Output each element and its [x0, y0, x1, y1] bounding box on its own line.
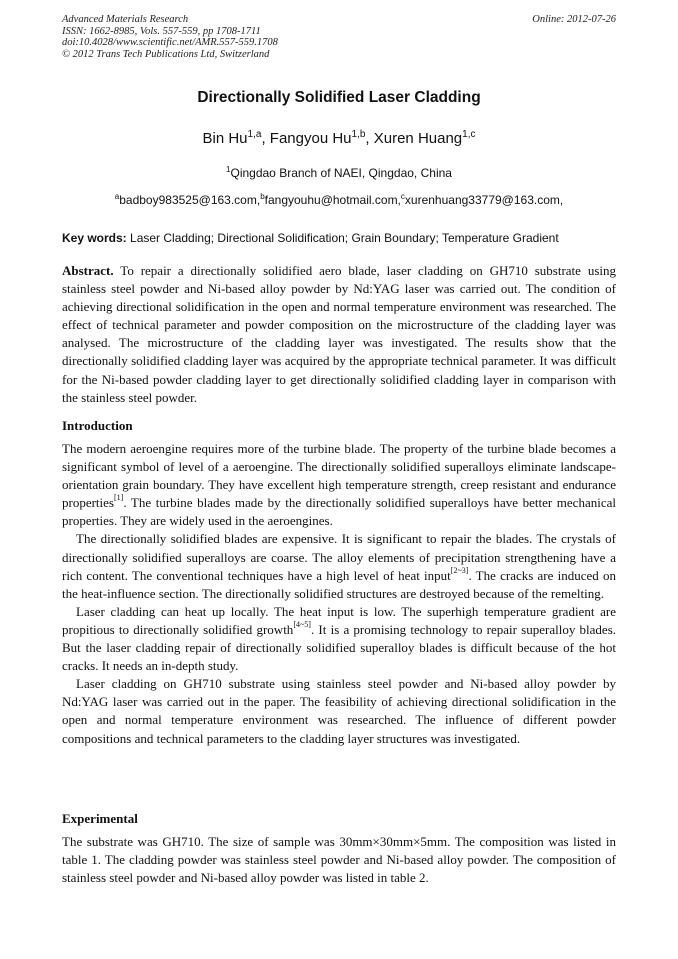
- abstract: [62, 262, 616, 407]
- email-list: [0, 193, 678, 207]
- author-name: Bin Hu: [202, 130, 248, 147]
- email-sup: a: [114, 192, 120, 201]
- paragraph: The modern aeroengine requires more of the turbine blade. The property of the turbine blade becomes a significant symbol of level of a aeroengine. The directionally solidified superalloys eliminate landscape-orientation grain boundary. They have excellent high temperature strength, creep resistant and endurance properties[1]. The turbine blades made by the directionally solidified superalloys have better mechanical properties. They are widely used in the aeroengines.: [62, 441, 616, 529]
- introduction-body: [62, 440, 616, 748]
- keywords-text: Laser Cladding; Directional Solidification; Grain Boundary; Temperature Gradient: [126, 231, 559, 245]
- journal-name: Advanced Materials Research: [62, 14, 189, 25]
- author-affil-sup: 1,a: [247, 129, 262, 140]
- email-address[interactable]: fangyouhu@hotmail.com,: [264, 193, 401, 207]
- copyright-line: © 2012 Trans Tech Publications Ltd, Switzerland: [62, 48, 270, 60]
- online-date: Online: 2012-07-26: [532, 14, 616, 25]
- abstract-text: To repair a directionally solidified aero blade, laser cladding on GH710 substrate using stainless steel powder and Ni-based alloy powder by Nd:YAG laser was carried out. The condition of achieving directional solidification in the open and normal temperature environment was researched. The effect of technical parameter and powder composition on the microstructure of the cladding layer was analysed. The microstructure of the cladding layer was investigated. The results show that the directionally solidified cladding layer was acquired by the appropriate technical parameter. It was difficult for the Ni-based powder cladding layer to get directionally solidified cladding layer in comparison with the stainless steel powder.: [62, 263, 616, 405]
- email-sup: b: [260, 192, 265, 201]
- citation-ref[interactable]: [4~5]: [293, 619, 311, 629]
- citation-ref[interactable]: [2~3]: [450, 565, 469, 575]
- issn-line: ISSN: 1662-8985, Vols. 557-559, pp 1708-1711: [62, 25, 261, 37]
- author-affil-sup: 1,c: [462, 129, 476, 140]
- keywords: [62, 231, 622, 245]
- abstract-label: Abstract.: [62, 263, 114, 278]
- author-name: Fangyou Hu: [269, 130, 352, 147]
- experimental-body: [62, 833, 616, 887]
- email-address[interactable]: xurenhuang33779@163.com,: [404, 193, 564, 207]
- paragraph: The substrate was GH710. The size of sample was 30mm×30mm×5mm. The composition was listed in table 1. The cladding powder was stainless steel powder and Ni-based alloy powder. The composition of stainless steel powder and Ni-based alloy powder was listed in table 2.: [62, 834, 616, 886]
- email-address[interactable]: badboy983525@163.com,: [119, 193, 261, 207]
- affiliation: [0, 166, 678, 180]
- paragraph: The directionally solidified blades are expensive. It is significant to repair the blades. The crystals of directionally solidified superalloys are coarse. The alloy elements of precipitation strengthening have a rich content. The conventional techniques have a high level of heat input[2~3]. The cracks are induced on the heat-influence section. The directionally solidified structures are destroyed because of the remelting.: [62, 531, 616, 601]
- section-heading-experimental: Experimental: [62, 811, 138, 826]
- citation-ref[interactable]: [1]: [113, 493, 124, 503]
- paragraph: Laser cladding on GH710 substrate using stainless steel powder and Ni-based alloy powder by Nd:YAG laser was carried out in the paper. The feasibility of achieving directional solidification in the open and normal temperature environment was researched. The influence of different powder compositions and technical parameters to the cladding layer structures was investigated.: [62, 676, 616, 746]
- section-heading-introduction: Introduction: [62, 418, 133, 433]
- author-affil-sup: 1,b: [351, 129, 366, 140]
- doi-line: doi:10.4028/www.scientific.net/AMR.557-559.1708: [62, 37, 278, 48]
- author-name: Xuren Huang: [373, 130, 463, 147]
- author-list: Bin Hu$^{1,a}$, Fangyou Hu$^{1,b}$, Xuren Huang$^{1,c}$: [202, 129, 476, 147]
- paper-title: Directionally Solidified Laser Cladding: [197, 89, 481, 106]
- paragraph: Laser cladding can heat up locally. The heat input is low. The superhigh temperature gradient are propitious to directionally solidified growth[4~5]. It is a promising technology to repair superalloy blades. But the laser cladding repair of directionally solidified superalloy blades is difficult because of the hot cracks. It needs an in-depth study.: [62, 603, 617, 674]
- email-sup: c: [400, 192, 405, 201]
- affiliation-text: Qingdao Branch of NAEI, Qingdao, China: [230, 166, 452, 180]
- affiliation-sup: 1: [226, 165, 231, 174]
- keywords-label: Key words:: [62, 231, 127, 245]
- journal-header: [62, 14, 616, 60]
